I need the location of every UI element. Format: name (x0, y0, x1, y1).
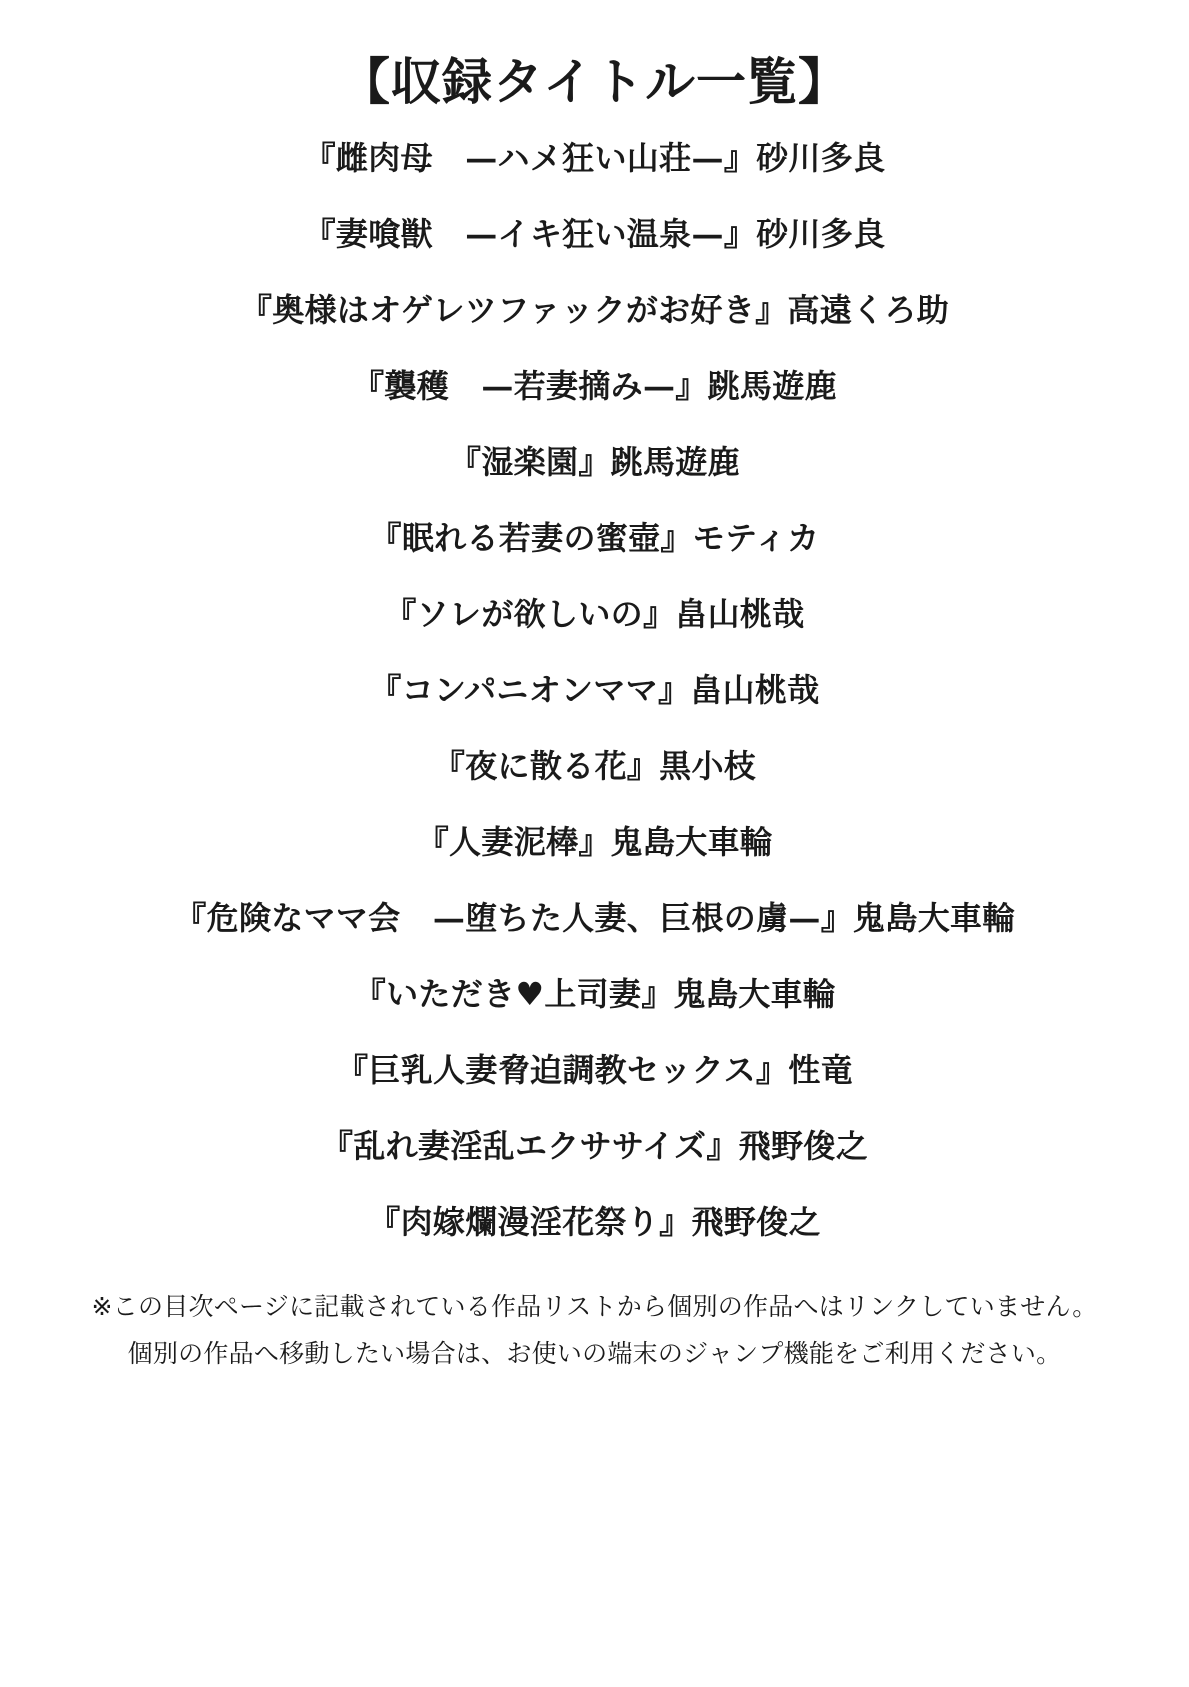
list-item: 『肉嫁爛漫淫花祭り』飛野俊之 (368, 1203, 821, 1241)
list-item: 『巨乳人妻脅迫調教セックス』性竜 (336, 1051, 853, 1089)
list-item: 『乱れ妻淫乱エクササイズ』飛野俊之 (321, 1127, 868, 1165)
list-item: 『コンパニオンママ』畠山桃哉 (369, 671, 820, 709)
list-item: 『ソレが欲しいの』畠山桃哉 (384, 595, 805, 633)
list-item: 『夜に散る花』黒小枝 (432, 747, 757, 785)
list-item: 『妻喰獣 —イキ狂い温泉—』砂川多良 (303, 215, 886, 253)
list-item: 『雌肉母 —ハメ狂い山荘—』砂川多良 (303, 139, 886, 177)
list-item: 『いただき♥上司妻』鬼島大車輪 (353, 975, 836, 1013)
list-item: 『危険なママ会 —堕ちた人妻、巨根の虜—』鬼島大車輪 (174, 899, 1015, 937)
list-item: 『襲穫 —若妻摘み—』跳馬遊鹿 (352, 367, 837, 405)
list-item: 『眠れる若妻の蜜壺』モティカ (369, 519, 820, 557)
footnote-line: ※この目次ページに記載されている作品リストから個別の作品へはリンクしていません。 (91, 1292, 1098, 1321)
list-item: 『人妻泥棒』鬼島大車輪 (416, 823, 773, 861)
page-title: 【収録タイトル一覧】 (340, 52, 849, 111)
footnote-line: 個別の作品へ移動したい場合は、お使いの端末のジャンプ機能をご利用ください。 (127, 1338, 1062, 1368)
list-item: 『湿楽園』跳馬遊鹿 (449, 443, 740, 481)
list-item: 『奥様はオゲレツファックがお好き』高遠くろ助 (239, 291, 950, 329)
footnotes (40, 1288, 1149, 1374)
title-list (40, 138, 1149, 1242)
